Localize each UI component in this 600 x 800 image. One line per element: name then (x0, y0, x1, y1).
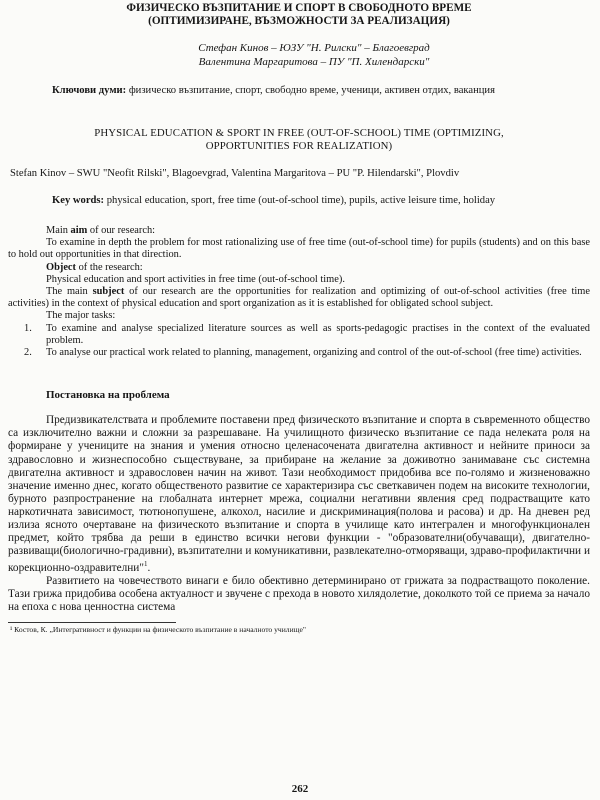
aim-text: To examine in depth the problem for most rationalizing use of free time (out-of-school time) for pupils (students) and on this base to hold out opportunities in that direction. (8, 237, 590, 261)
body-paragraph-1-text: Предизвикателствата и проблемите поставени пред физическото възпитание и спорта в съвременното общество са изключително важни и сложни за разрешаване. На училищното физическо възпитание се пада нелеката роля на формиране у учениците на знания и умения относно целенасочената двигателна активност и нейните приноси за здравословно и жизнеспособно съществуване, за прибиране на желание за доживотно занимаване със системна двигателна активност и здравословен начин на живот. Тази необходимост придобива все по-голямо и жизненоважно значение именно днес, когато общественото развитие се характеризира със светкавичен подем на високите технологии, бурното разпространение на глобалната интернет мрежа, социални негативни явления сред подрастващите като наркотичната зависимост, тютюнопушене, алкохол, насилие и дискриминация(полова и расова) и др. На дневен ред излиза ясното очертаване на физическото възпитание и спорта в училище като интегрален и многофункционален предмет, който трябва да реши в единство всички негови функции - "образователни(обучаващи), двигателно-развиващи(биологично-градивни), възпитателни и комуникативни, развлекателно-отморяващи, здраво-профилактични и корекционно-оздравителни" (8, 414, 590, 575)
task-number: 2. (24, 347, 32, 359)
task-item (8, 323, 590, 347)
task-text: To examine and analyse specialized literature sources as well as sports-pedagogic practises in the context of the evaluated problem. (46, 322, 590, 346)
bulgarian-authors (8, 41, 590, 69)
object-heading-post: of the research: (76, 261, 143, 273)
object-heading (8, 262, 590, 274)
aim-heading-bold: aim (70, 225, 88, 236)
object-text: Physical education and sport activities in free time (out-of-school time). (46, 273, 345, 285)
body-paragraph-1-end: . (147, 562, 151, 575)
english-keywords-label: Key words: (52, 195, 105, 206)
subject-pre: The main (46, 286, 93, 298)
subject-text (8, 286, 590, 310)
aim-heading (8, 225, 590, 237)
task-item (8, 347, 590, 359)
body-text (8, 414, 590, 614)
bulgarian-title (8, 2, 590, 27)
bulgarian-keywords-text: физическо възпитание, спорт, свободно време, ученици, активен отдих, ваканция (126, 85, 495, 96)
bulgarian-title-line-2: (ОПТИМИЗИРАНЕ, ВЪЗМОЖНОСТИ ЗА РЕАЛИЗАЦИЯ) (148, 14, 450, 27)
aim-heading-post: of our research: (87, 225, 156, 236)
tasks-heading: The major tasks: (46, 310, 116, 322)
bulgarian-author-1: Стефан Кинов – ЮЗУ "Н. Рилски" – Благоевград (198, 42, 430, 54)
research-summary (8, 225, 590, 359)
english-title (8, 127, 590, 152)
english-keywords-text: physical education, sport, free time (out-of-school time), pupils, active leisure time, holiday (104, 195, 496, 206)
english-title-line-2: OPPORTUNITIES FOR REALIZATION) (205, 139, 393, 152)
bulgarian-title-line-1: ФИЗИЧЕСКО ВЪЗПИТАНИЕ И СПОРТ В СВОБОДНОТО ВРЕМЕ (126, 2, 472, 14)
section-heading: Постановка на проблема (46, 389, 170, 402)
task-number: 1. (24, 322, 32, 334)
subject-bold: subject (92, 286, 125, 298)
footnote-ref: 1 (143, 560, 148, 569)
page-number: 262 (291, 783, 309, 795)
bulgarian-author-2: Валентина Маргаритова – ПУ "П. Хилендарски" (198, 56, 430, 68)
english-title-line-1: PHYSICAL EDUCATION & SPORT IN FREE (OUT-OF-SCHOOL) TIME (OPTIMIZING, (94, 127, 504, 139)
object-heading-bold: Object (46, 261, 77, 273)
aim-heading-pre: Main (46, 225, 71, 236)
task-text: To analyse our practical work related to planning, management, organizing and control of the out-of-school (free time) activities. (46, 347, 582, 359)
bulgarian-keywords (8, 84, 590, 97)
body-paragraph-2: Развитието на човечеството винаги е било обективно детерминирано от грижата за подрастващото поколение. Тази грижа придобива особена актуалност и звучене с прехода в новото хилядолетие, доколкото той се приема за начало на епоха с нова ценностна система (8, 575, 590, 614)
bulgarian-keywords-label: Ключови думи: (52, 85, 127, 96)
footnote: ¹ Костов, К. „Интегративност и функции на физическото възпитание в началното училище" (10, 625, 306, 635)
english-keywords (8, 194, 590, 207)
body-paragraph-1 (8, 414, 590, 575)
footnote-divider (8, 622, 176, 623)
subject-post: of our research are the opportunities for realization and optimizing of out-of-school activities (free time activities) in the context of physical education and sport organization as it is established for obligated school subject. (8, 286, 590, 310)
english-authors: Stefan Kinov – SWU "Neofit Rilski", Blagoevgrad, Valentina Margaritova – PU "P. Hilendarski", Plovdiv (10, 168, 460, 179)
